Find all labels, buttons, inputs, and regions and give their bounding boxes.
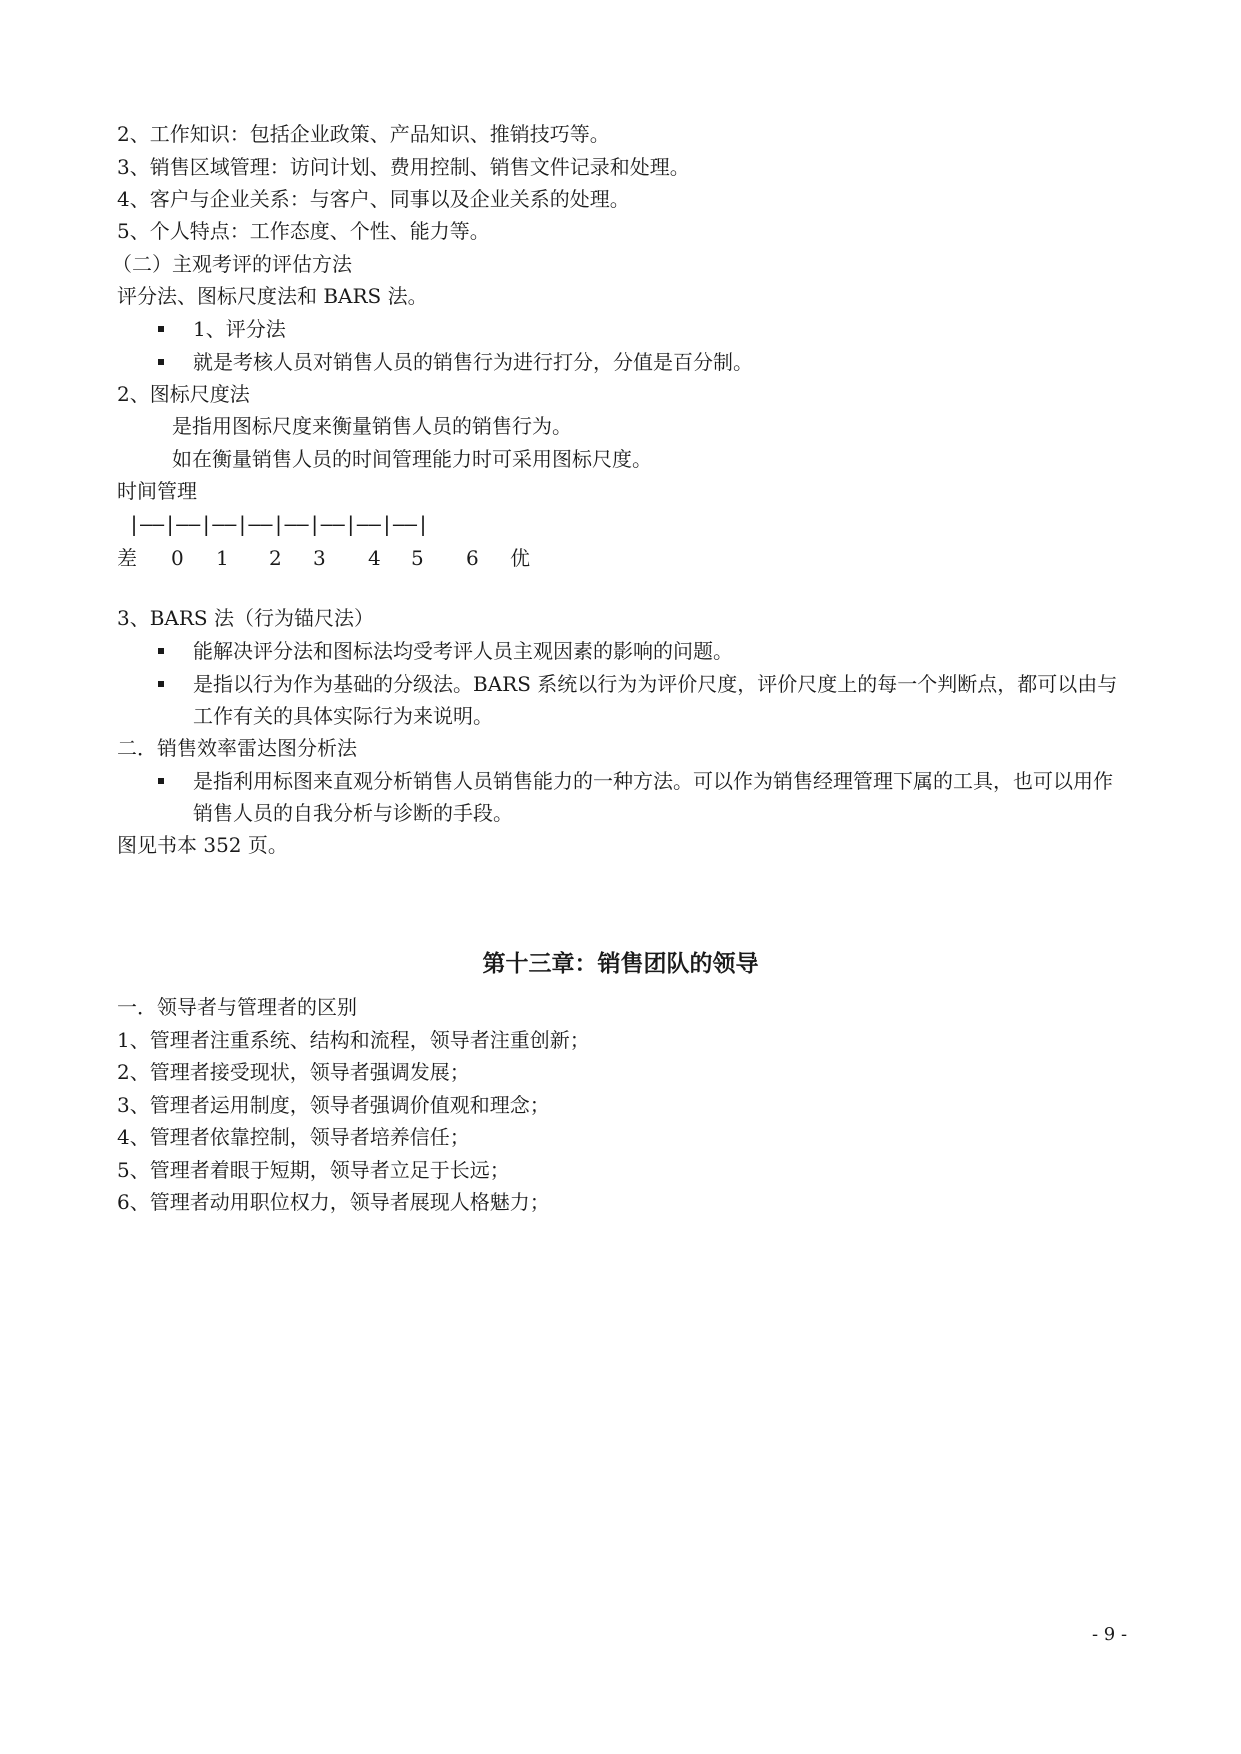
scale-tick: 2 xyxy=(269,546,282,570)
scale-tick: 5 xyxy=(411,546,424,570)
text-line: 评分法、图标尺度法和 BARS 法。 xyxy=(117,284,428,308)
list-item: 4、管理者依靠控制，领导者培养信任； xyxy=(117,1125,470,1149)
text-line: 4、客户与企业关系：与客户、同事以及企业关系的处理。 xyxy=(117,187,630,211)
bullet-icon xyxy=(158,648,164,654)
text-line: 3、销售区域管理：访问计划、费用控制、销售文件记录和处理。 xyxy=(117,155,690,179)
scale-tick: 差 xyxy=(117,546,137,570)
text-line: 如在衡量销售人员的时间管理能力时可采用图标尺度。 xyxy=(172,447,652,471)
bullet-text: 能解决评分法和图标法均受考评人员主观因素的影响的问题。 xyxy=(193,639,733,663)
list-item: 3、管理者运用制度，领导者强调价值观和理念； xyxy=(117,1093,550,1117)
bullet-text: 是指以行为作为基础的分级法。BARS 系统以行为为评价尺度，评价尺度上的每一个判断点，都可以由与工作有关的具体实际行为来说明。 xyxy=(193,672,1118,728)
text-line: 5、个人特点：工作态度、个性、能力等。 xyxy=(117,219,490,243)
list-item: 1、管理者注重系统、结构和流程，领导者注重创新； xyxy=(117,1028,590,1052)
scale-label: 时间管理 xyxy=(117,479,197,503)
list-item: 6、管理者动用职位权力，领导者展现人格魅力； xyxy=(117,1190,550,1214)
rating-scale-bar: |——|——|——|——|——|——|——|——| xyxy=(128,512,430,536)
scale-tick: 1 xyxy=(216,546,229,570)
scale-tick: 6 xyxy=(466,546,479,570)
section-heading: （二）主观考评的评估方法 xyxy=(112,252,352,276)
bullet-icon xyxy=(158,326,164,332)
bullet-text: 是指利用标图来直观分析销售人员销售能力的一种方法。可以作为销售经理管理下属的工具，也可以用作销售人员的自我分析与诊断的手段。 xyxy=(193,769,1113,825)
scale-tick: 4 xyxy=(368,546,381,570)
bullet-text: 1、评分法 xyxy=(193,317,286,341)
text-line: 图见书本 352 页。 xyxy=(117,833,288,857)
bullet-icon xyxy=(158,359,164,365)
section-heading: 一．领导者与管理者的区别 xyxy=(117,995,357,1019)
bullet-icon xyxy=(158,778,164,784)
text-line: 是指用图标尺度来衡量销售人员的销售行为。 xyxy=(172,414,572,438)
chapter-title: 第十三章：销售团队的领导 xyxy=(482,951,759,977)
subsection-heading: 2、图标尺度法 xyxy=(117,382,250,406)
section-heading: 二．销售效率雷达图分析法 xyxy=(117,736,357,760)
scale-tick: 3 xyxy=(313,546,326,570)
page-number: - 9 - xyxy=(1092,1624,1128,1645)
text-line: 2、工作知识：包括企业政策、产品知识、推销技巧等。 xyxy=(117,122,610,146)
scale-tick: 0 xyxy=(171,546,184,570)
scale-tick: 优 xyxy=(510,546,530,570)
bullet-text: 就是考核人员对销售人员的销售行为进行打分，分值是百分制。 xyxy=(193,350,753,374)
bullet-icon xyxy=(158,681,164,687)
subsection-heading: 3、BARS 法（行为锚尺法） xyxy=(117,606,374,630)
list-item: 2、管理者接受现状，领导者强调发展； xyxy=(117,1060,470,1084)
list-item: 5、管理者着眼于短期，领导者立足于长远； xyxy=(117,1158,510,1182)
